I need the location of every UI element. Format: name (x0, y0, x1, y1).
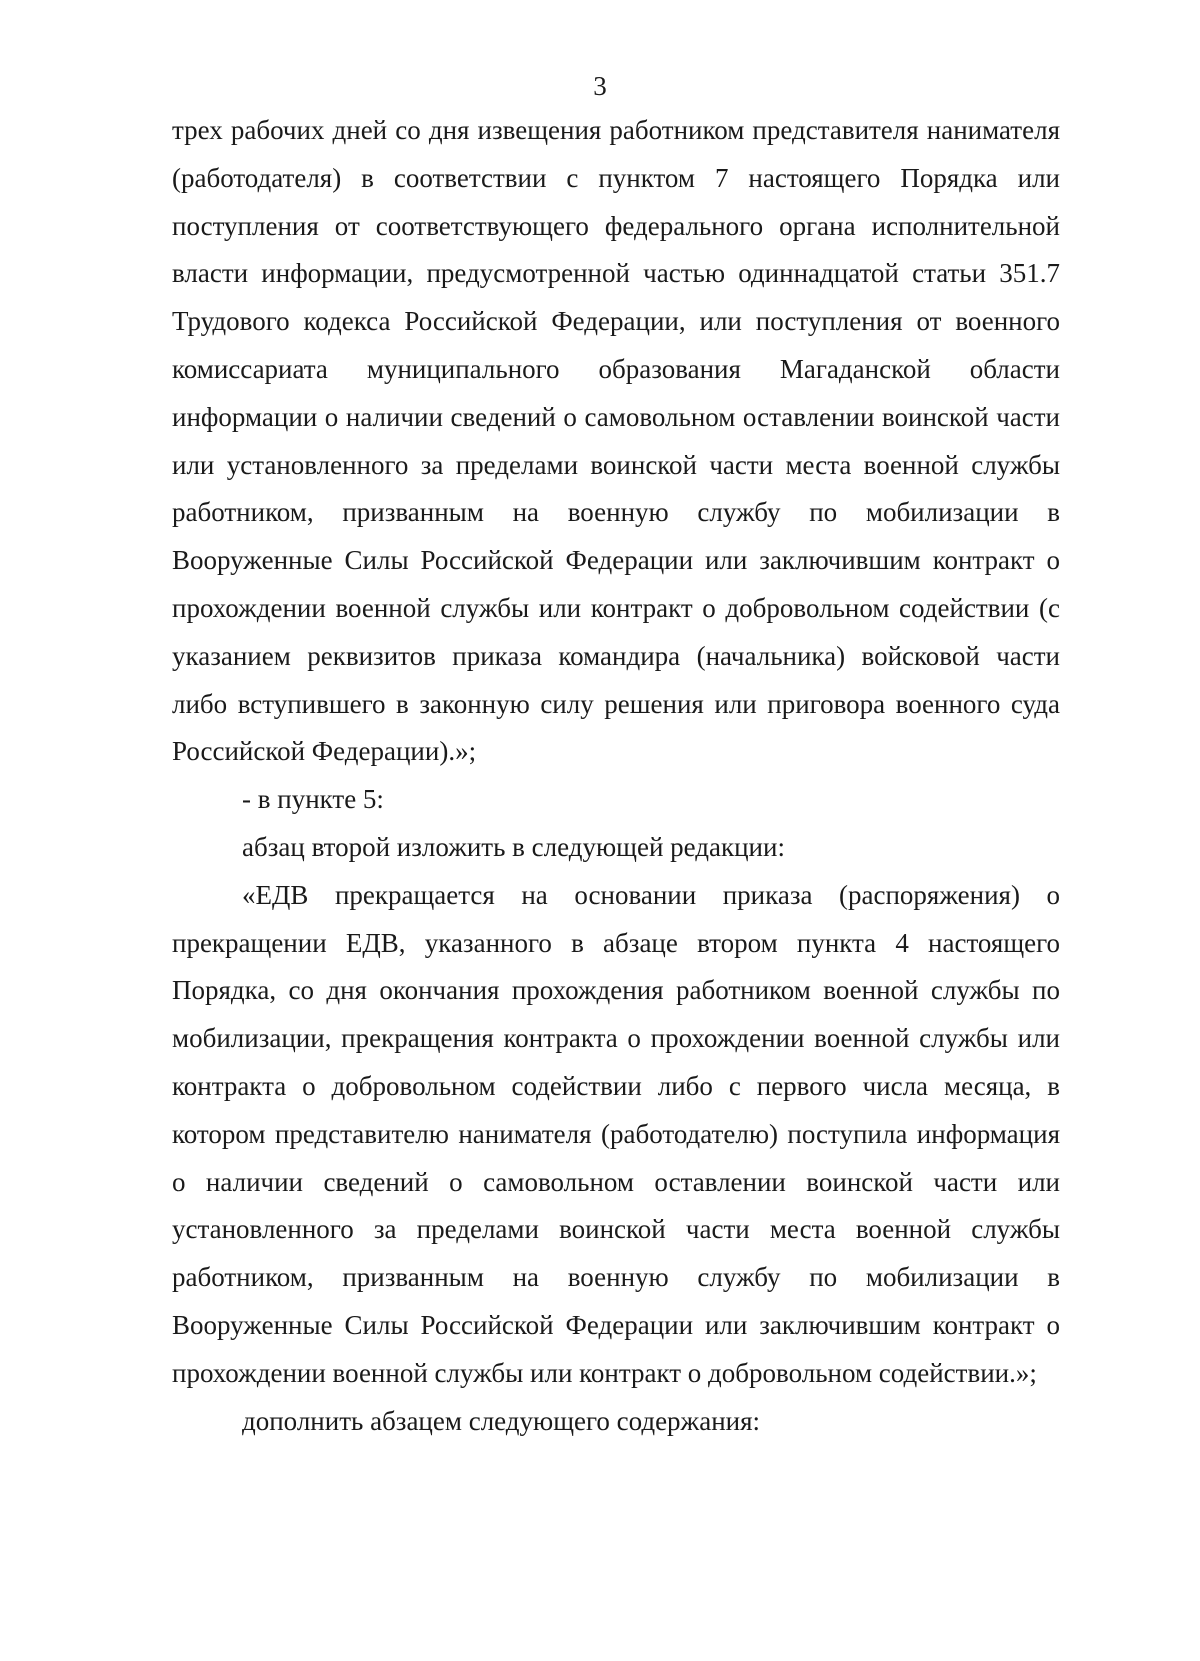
paragraph-continuation: трех рабочих дней со дня извещения работником представителя нанимателя (работодателя) в соответствии с пунктом 7 настоящего Порядка или поступления от соответствующего федерального органа исполнительной власти информации, предусмотренной частью одиннадцатой статьи 351.7 Трудового кодекса Российской Федерации, или поступления от военного комиссариата муниципального образования Магаданской области информации о наличии сведений о самовольном оставлении воинской части или установленного за пределами воинской части места военной службы работником, призванным на военную службу по мобилизации в Вооруженные Силы Российской Федерации или заключившим контракт о прохождении военной службы или контракт о добровольном содействии (с указанием реквизитов приказа командира (начальника) войсковой части либо вступившего в законную силу решения или приговора военного суда Российской Федерации).»; (172, 115, 1060, 767)
paragraph-supplement-instruction: дополнить абзацем следующего содержания: (242, 1405, 761, 1436)
paragraph-amendment-instruction: абзац второй изложить в следующей редакции: (242, 831, 785, 862)
paragraph-clause-5-heading: - в пункте 5: (242, 784, 384, 815)
document-body (172, 107, 1060, 1445)
page-number: 3 (593, 71, 607, 101)
paragraph-new-wording: «ЕДВ прекращается на основании приказа (распоряжения) о прекращении ЕДВ, указанного в абзаце втором пункта 4 настоящего Порядка, со дня окончания прохождения работником военной службы по мобилизации, прекращения контракта о прохождении военной службы или контракта о добровольном содействии либо с первого числа месяца, в котором представителю нанимателя (работодателю) поступила информация о наличии сведений о самовольном оставлении воинской части или установленного за пределами воинской части места военной службы работником, призванным на военную службу по мобилизации в Вооруженные Силы Российской Федерации или заключившим контракт о прохождении военной службы или контракт о добровольном содействии.»; (172, 879, 1060, 1388)
